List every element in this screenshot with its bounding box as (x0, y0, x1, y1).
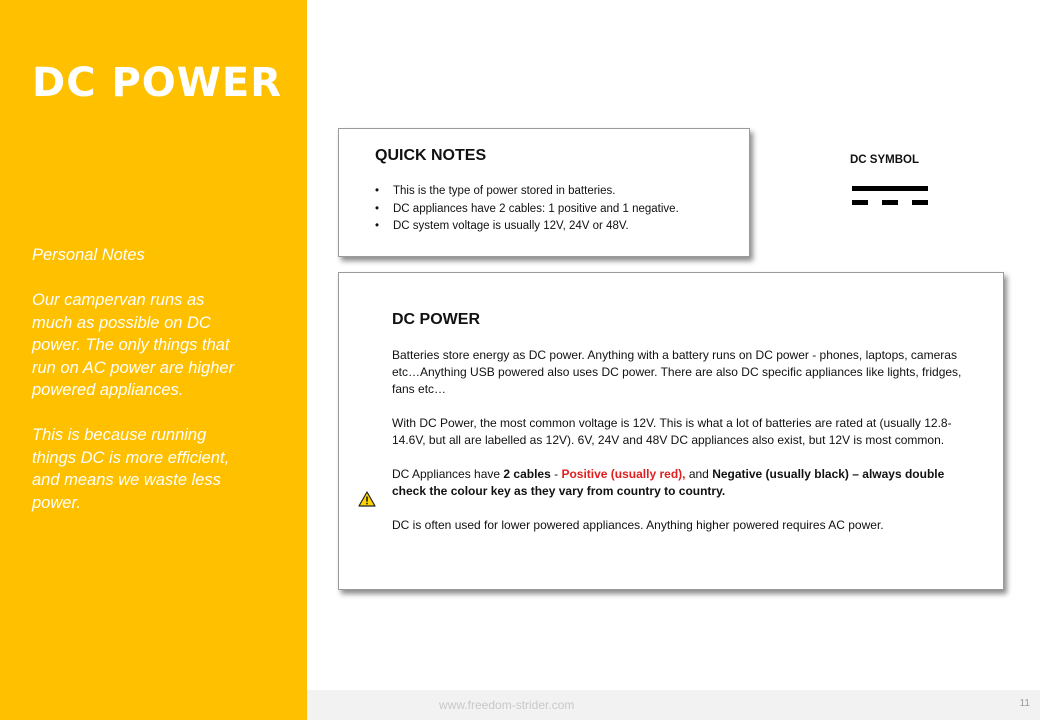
notes-paragraph: Our campervan runs as much as possible on DC power. The only things that run on AC power are higher powered appliances. (32, 291, 235, 399)
warning-text-bold: – always double check the colour key as they vary from country to country. (392, 467, 945, 498)
warning-paragraph (392, 466, 962, 500)
warning-text: DC Appliances have (392, 467, 504, 481)
personal-notes (32, 244, 242, 537)
dc-symbol-dash (882, 200, 898, 205)
footer (307, 690, 1040, 720)
body-paragraph: With DC Power, the most common voltage is 12V. This is what a lot of batteries are rated at (usually 12.8-14.6V, but all are labelled as 12V). 6V, 24V and 48V DC appliances also exist, but 12V is most common. (392, 416, 952, 447)
quick-notes-list (375, 183, 679, 236)
warning-text: and (685, 467, 713, 481)
dc-symbol-icon (852, 186, 928, 208)
dc-symbol-dash (852, 200, 868, 205)
notes-heading: Personal Notes (32, 246, 145, 264)
section-title: DC POWER (392, 311, 480, 328)
page-number: 11 (1019, 698, 1030, 709)
list-item: • DC system voltage is usually 12V, 24V or 48V. (375, 218, 679, 236)
notes-paragraph: This is because running things DC is more efficient, and means we waste less power. (32, 426, 230, 512)
warning-text-bold: 2 cables (503, 467, 551, 481)
dc-symbol-dash (912, 200, 928, 205)
dc-power-box (338, 272, 1004, 590)
warning-text-bold: Negative (usually black) (712, 467, 849, 481)
section-body (392, 347, 962, 551)
quick-notes-box (338, 128, 750, 257)
list-item: • DC appliances have 2 cables: 1 positive and 1 negative. (375, 201, 679, 219)
list-item: • This is the type of power stored in batteries. (375, 183, 679, 201)
warning-icon (358, 491, 376, 507)
positive-highlight: Positive (usually red), (561, 467, 686, 481)
warning-text: - (550, 467, 562, 481)
dc-symbol-solid-line (852, 186, 928, 191)
page-title: DC POWER (32, 60, 283, 106)
footer-url[interactable]: www.freedom-strider.com (439, 698, 575, 712)
sidebar (0, 0, 307, 720)
body-paragraph: DC is often used for lower powered appliances. Anything higher powered requires AC power. (392, 518, 884, 532)
dc-symbol-label: DC SYMBOL (850, 154, 919, 166)
body-paragraph: Batteries store energy as DC power. Anything with a battery runs on DC power - phones, laptops, cameras etc…Anything USB powered also uses DC power. There are also DC specific appliances like lights, fridges, fans etc… (392, 348, 962, 396)
quick-notes-title: QUICK NOTES (375, 147, 487, 164)
